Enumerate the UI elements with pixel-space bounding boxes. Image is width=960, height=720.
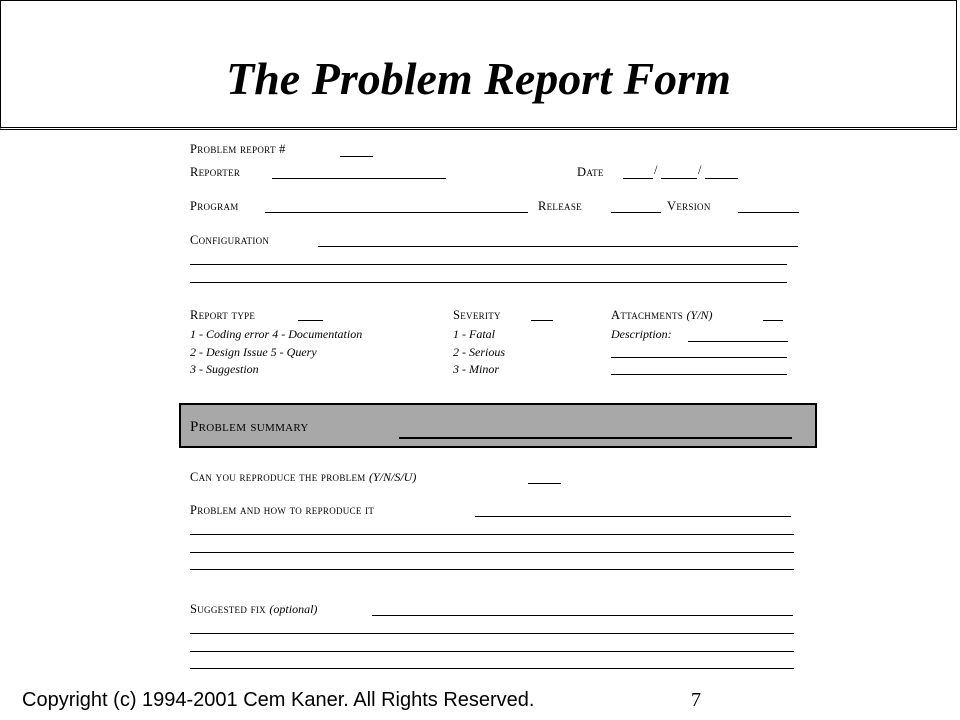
suggested-fix-label — [190, 601, 317, 617]
configuration-field-line[interactable] — [190, 282, 787, 283]
date-year-field[interactable] — [705, 178, 738, 179]
suggested-fix-field-line[interactable] — [190, 668, 794, 669]
program-field[interactable] — [265, 212, 528, 213]
description-field[interactable] — [688, 341, 788, 342]
how-to-reproduce-field-line[interactable] — [190, 534, 794, 535]
suggested-fix-label-text: Suggested fix — [190, 602, 266, 616]
configuration-label: Configuration — [190, 233, 270, 247]
report-type-option: 3 - Suggestion — [190, 362, 259, 376]
configuration-field-line[interactable] — [190, 264, 787, 265]
how-to-reproduce-field-line[interactable] — [190, 569, 794, 570]
version-field[interactable] — [738, 212, 799, 213]
reproduce-field[interactable] — [528, 483, 561, 484]
page-title: The Problem Report Form — [226, 53, 731, 104]
severity-field[interactable] — [531, 320, 553, 321]
attachments-label-text: Attachments — [611, 308, 684, 322]
program-label: Program — [190, 199, 239, 213]
attachments-field[interactable] — [763, 320, 783, 321]
description-field-line[interactable] — [611, 357, 787, 358]
reporter-label: Reporter — [190, 165, 241, 179]
problem-report-number-field[interactable] — [340, 156, 373, 157]
description-label: Description: — [611, 327, 672, 341]
date-day-field[interactable] — [661, 178, 697, 179]
date-month-field[interactable] — [623, 178, 653, 179]
version-label: Version — [667, 199, 711, 213]
report-type-field[interactable] — [298, 320, 323, 321]
suggested-fix-optional: (optional) — [269, 602, 318, 616]
title-box — [0, 0, 957, 130]
severity-option: 2 - Serious — [453, 345, 505, 359]
copyright-notice: Copyright (c) 1994-2001 Cem Kaner. All Rights Reserved. — [22, 689, 535, 711]
how-to-reproduce-field-line[interactable] — [190, 552, 794, 553]
report-type-option: 1 - Coding error 4 - Documentation — [190, 327, 363, 341]
date-label: Date — [577, 165, 604, 179]
reproduce-label — [190, 469, 416, 485]
how-to-reproduce-field[interactable] — [475, 516, 791, 517]
severity-label: Severity — [453, 308, 501, 322]
report-type-label: Report type — [190, 308, 256, 322]
report-type-option: 2 - Design Issue 5 - Query — [190, 345, 317, 359]
attachments-yn: (Y/N) — [686, 308, 713, 322]
reproduce-options: (Y/N/S/U) — [368, 470, 417, 484]
severity-option: 1 - Fatal — [453, 327, 495, 341]
description-field-line[interactable] — [611, 374, 787, 375]
configuration-field[interactable] — [318, 246, 798, 247]
how-to-reproduce-label: Problem and how to reproduce it — [190, 503, 375, 517]
severity-option: 3 - Minor — [453, 362, 499, 376]
release-field[interactable] — [611, 212, 661, 213]
reproduce-label-text: Can you reproduce the problem — [190, 470, 366, 484]
suggested-fix-field[interactable] — [372, 615, 793, 616]
date-separator: / — [654, 163, 658, 177]
suggested-fix-field-line[interactable] — [190, 651, 794, 652]
problem-summary-label: Problem summary — [190, 419, 309, 435]
date-separator: / — [698, 163, 702, 177]
reporter-field[interactable] — [272, 178, 446, 179]
suggested-fix-field-line[interactable] — [190, 633, 794, 634]
problem-report-number-label: Problem report # — [190, 142, 286, 156]
problem-summary-field[interactable] — [399, 437, 792, 439]
page-number: 7 — [691, 689, 701, 711]
release-label: Release — [538, 199, 582, 213]
attachments-label — [611, 307, 713, 323]
